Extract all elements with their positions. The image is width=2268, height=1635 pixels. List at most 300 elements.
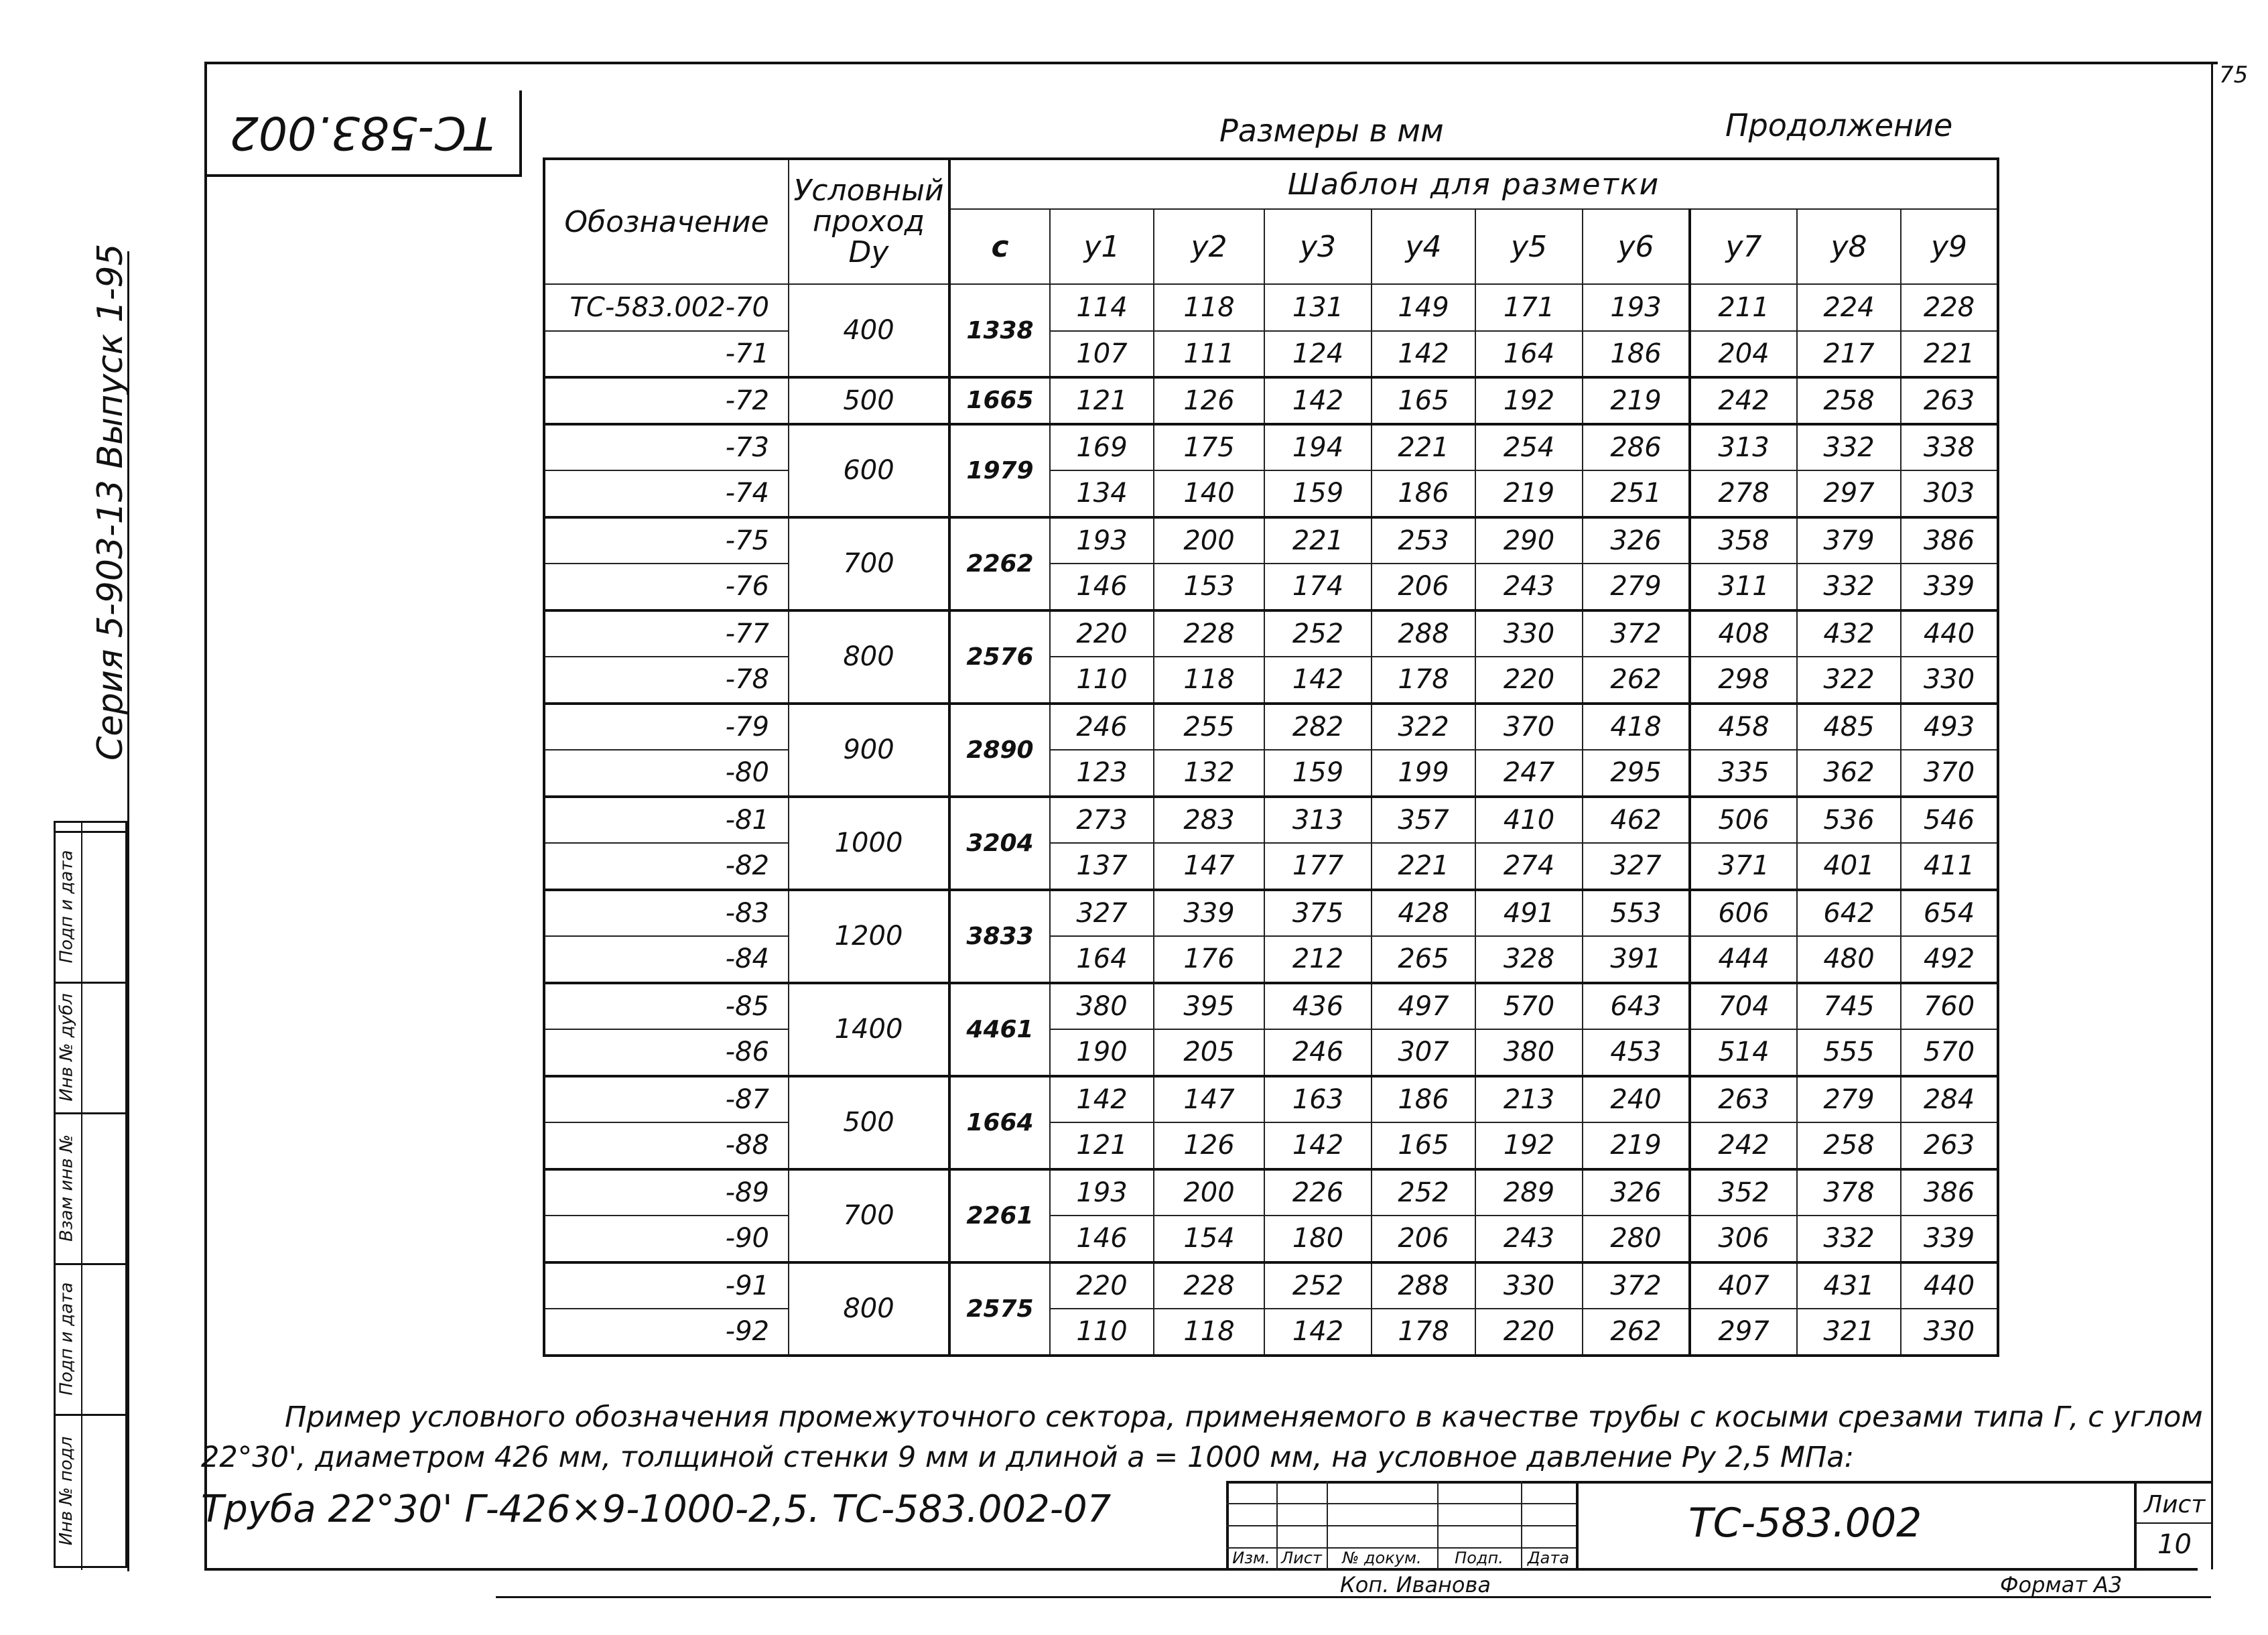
y5-cell: 213 xyxy=(1475,1076,1583,1123)
y9-cell: 339 xyxy=(1901,564,1998,610)
title-grid-hline xyxy=(1226,1503,1576,1504)
y9-cell: 263 xyxy=(1901,377,1998,424)
c-cell: 2262 xyxy=(949,517,1050,610)
y4-cell: 428 xyxy=(1372,890,1475,937)
y4-cell: 178 xyxy=(1372,657,1475,704)
y3-cell: 282 xyxy=(1264,704,1372,750)
y8-cell: 745 xyxy=(1797,983,1901,1030)
y1-cell: 121 xyxy=(1050,1122,1154,1169)
y1-cell: 169 xyxy=(1050,424,1154,471)
marking-template-table xyxy=(543,157,1999,1357)
y6-cell: 262 xyxy=(1583,1309,1690,1356)
y2-cell: 255 xyxy=(1154,704,1264,750)
y5-cell: 290 xyxy=(1475,517,1583,564)
note-line-1: Пример условного обозначения промежуточного сектора, применяемого в качестве трубы с косыми срезами типа Г, с углом xyxy=(285,1400,2203,1434)
y6-cell: 186 xyxy=(1583,331,1690,378)
y1-cell: 137 xyxy=(1050,843,1154,890)
y8-cell: 258 xyxy=(1797,1122,1901,1169)
sheet-box-hline xyxy=(2134,1522,2211,1524)
y9-cell: 492 xyxy=(1901,936,1998,983)
y8-cell: 224 xyxy=(1797,284,1901,331)
y4-cell: 288 xyxy=(1372,1262,1475,1309)
c-cell: 3204 xyxy=(949,797,1050,890)
y7-cell: 704 xyxy=(1690,983,1797,1030)
table-row xyxy=(544,377,1998,424)
y6-cell: 295 xyxy=(1583,750,1690,797)
y3-cell: 246 xyxy=(1264,1029,1372,1076)
y4-cell: 221 xyxy=(1372,843,1475,890)
table-row xyxy=(544,797,1998,844)
y9-cell: 493 xyxy=(1901,704,1998,750)
y5-cell: 330 xyxy=(1475,610,1583,657)
y7-cell: 242 xyxy=(1690,377,1797,424)
col-y4-header: y4 xyxy=(1372,209,1475,284)
col-dy-header xyxy=(789,159,949,284)
y3-cell: 252 xyxy=(1264,1262,1372,1309)
designation-cell: ТС-583.002-70 xyxy=(544,284,789,331)
designation-cell: -75 xyxy=(544,517,789,564)
y2-cell: 176 xyxy=(1154,936,1264,983)
y9-cell: 370 xyxy=(1901,750,1998,797)
table-row xyxy=(544,750,1998,797)
y2-cell: 147 xyxy=(1154,1076,1264,1123)
table-row xyxy=(544,1309,1998,1356)
table-row xyxy=(544,983,1998,1030)
y6-cell: 326 xyxy=(1583,1169,1690,1216)
example-designation: Труба 22°30' Г-426×9-1000-2,5. ТС-583.002-07 xyxy=(201,1488,1112,1531)
title-block-divider xyxy=(1576,1481,1579,1569)
y4-cell: 178 xyxy=(1372,1309,1475,1356)
table-row xyxy=(544,843,1998,890)
y1-cell: 110 xyxy=(1050,657,1154,704)
y3-cell: 313 xyxy=(1264,797,1372,844)
designation-cell: -83 xyxy=(544,890,789,937)
y8-cell: 555 xyxy=(1797,1029,1901,1076)
designation-cell: -86 xyxy=(544,1029,789,1076)
y2-cell: 132 xyxy=(1154,750,1264,797)
y2-cell: 126 xyxy=(1154,1122,1264,1169)
y8-cell: 279 xyxy=(1797,1076,1901,1123)
col-y2-header: y2 xyxy=(1154,209,1264,284)
table-row xyxy=(544,1169,1998,1216)
y5-cell: 289 xyxy=(1475,1169,1583,1216)
y2-cell: 118 xyxy=(1154,657,1264,704)
dimensions-label: Размеры в мм xyxy=(1219,113,1444,149)
side-stamp-label: Подп и дата xyxy=(56,850,76,963)
y9-cell: 440 xyxy=(1901,1262,1998,1309)
y9-cell: 570 xyxy=(1901,1029,1998,1076)
y1-cell: 273 xyxy=(1050,797,1154,844)
y6-cell: 418 xyxy=(1583,704,1690,750)
y6-cell: 219 xyxy=(1583,1122,1690,1169)
y8-cell: 321 xyxy=(1797,1309,1901,1356)
y5-cell: 220 xyxy=(1475,1309,1583,1356)
y5-cell: 192 xyxy=(1475,377,1583,424)
designation-cell: -79 xyxy=(544,704,789,750)
y2-cell: 153 xyxy=(1154,564,1264,610)
y1-cell: 121 xyxy=(1050,377,1154,424)
left-frame-line xyxy=(204,62,207,1569)
y9-cell: 654 xyxy=(1901,890,1998,937)
table-row xyxy=(544,704,1998,750)
y6-cell: 462 xyxy=(1583,797,1690,844)
designation-cell: -84 xyxy=(544,936,789,983)
y4-cell: 322 xyxy=(1372,704,1475,750)
y3-cell: 174 xyxy=(1264,564,1372,610)
designation-cell: -88 xyxy=(544,1122,789,1169)
copied-by-label: Коп. Иванова xyxy=(1340,1572,1491,1597)
y8-cell: 332 xyxy=(1797,1216,1901,1262)
y7-cell: 352 xyxy=(1690,1169,1797,1216)
table-row xyxy=(544,1029,1998,1076)
c-cell: 2575 xyxy=(949,1262,1050,1356)
y5-cell: 410 xyxy=(1475,797,1583,844)
y4-cell: 252 xyxy=(1372,1169,1475,1216)
y2-cell: 200 xyxy=(1154,1169,1264,1216)
y7-cell: 242 xyxy=(1690,1122,1797,1169)
y4-cell: 307 xyxy=(1372,1029,1475,1076)
y5-cell: 243 xyxy=(1475,564,1583,610)
y6-cell: 372 xyxy=(1583,1262,1690,1309)
col-y6-header: y6 xyxy=(1583,209,1690,284)
y2-cell: 154 xyxy=(1154,1216,1264,1262)
y3-cell: 124 xyxy=(1264,331,1372,378)
y7-cell: 311 xyxy=(1690,564,1797,610)
y9-cell: 263 xyxy=(1901,1122,1998,1169)
y3-cell: 142 xyxy=(1264,1309,1372,1356)
side-stamp-label: Подп и дата xyxy=(56,1282,76,1395)
template-group-header: Шаблон для разметки xyxy=(949,159,1998,209)
y3-cell: 177 xyxy=(1264,843,1372,890)
y1-cell: 146 xyxy=(1050,1216,1154,1262)
dy-cell: 1200 xyxy=(789,890,949,983)
y8-cell: 332 xyxy=(1797,424,1901,471)
format-label: Формат А3 xyxy=(2000,1572,2123,1597)
y8-cell: 431 xyxy=(1797,1262,1901,1309)
y3-cell: 252 xyxy=(1264,610,1372,657)
y7-cell: 298 xyxy=(1690,657,1797,704)
y7-cell: 313 xyxy=(1690,424,1797,471)
side-stamp-inner-line xyxy=(81,823,82,1570)
col-designation-header: Обозначение xyxy=(544,159,789,284)
y1-cell: 327 xyxy=(1050,890,1154,937)
y5-cell: 328 xyxy=(1475,936,1583,983)
col-c-header: c xyxy=(949,209,1050,284)
c-cell: 2890 xyxy=(949,704,1050,797)
y6-cell: 327 xyxy=(1583,843,1690,890)
y3-cell: 212 xyxy=(1264,936,1372,983)
y8-cell: 332 xyxy=(1797,564,1901,610)
col-y3-header: y3 xyxy=(1264,209,1372,284)
table-row xyxy=(544,936,1998,983)
y7-cell: 606 xyxy=(1690,890,1797,937)
y8-cell: 401 xyxy=(1797,843,1901,890)
y2-cell: 228 xyxy=(1154,1262,1264,1309)
y2-cell: 118 xyxy=(1154,284,1264,331)
c-cell: 2261 xyxy=(949,1169,1050,1262)
c-cell: 4461 xyxy=(949,983,1050,1076)
y5-cell: 192 xyxy=(1475,1122,1583,1169)
y2-cell: 200 xyxy=(1154,517,1264,564)
right-frame-line xyxy=(2211,62,2213,1569)
y8-cell: 322 xyxy=(1797,657,1901,704)
table-row xyxy=(544,657,1998,704)
y9-cell: 284 xyxy=(1901,1076,1998,1123)
title-block-label: Изм. xyxy=(1232,1549,1270,1567)
c-cell: 1664 xyxy=(949,1076,1050,1169)
y6-cell: 643 xyxy=(1583,983,1690,1030)
col-y5-header: y5 xyxy=(1475,209,1583,284)
c-cell: 1338 xyxy=(949,284,1050,377)
y9-cell: 228 xyxy=(1901,284,1998,331)
y1-cell: 193 xyxy=(1050,517,1154,564)
y9-cell: 386 xyxy=(1901,1169,1998,1216)
table-row xyxy=(544,331,1998,378)
y1-cell: 142 xyxy=(1050,1076,1154,1123)
table-row xyxy=(544,424,1998,471)
table-row xyxy=(544,284,1998,331)
table-row xyxy=(544,1122,1998,1169)
y9-cell: 330 xyxy=(1901,657,1998,704)
table-row xyxy=(544,610,1998,657)
y6-cell: 262 xyxy=(1583,657,1690,704)
y3-cell: 142 xyxy=(1264,657,1372,704)
y3-cell: 163 xyxy=(1264,1076,1372,1123)
dy-cell: 700 xyxy=(789,1169,949,1262)
dy-cell: 900 xyxy=(789,704,949,797)
designation-cell: -85 xyxy=(544,983,789,1030)
y2-cell: 283 xyxy=(1154,797,1264,844)
col-y8-header: y8 xyxy=(1797,209,1901,284)
y3-cell: 436 xyxy=(1264,983,1372,1030)
y4-cell: 221 xyxy=(1372,424,1475,471)
y1-cell: 134 xyxy=(1050,470,1154,517)
y5-cell: 219 xyxy=(1475,470,1583,517)
y1-cell: 114 xyxy=(1050,284,1154,331)
c-cell: 1665 xyxy=(949,377,1050,424)
y2-cell: 140 xyxy=(1154,470,1264,517)
y6-cell: 553 xyxy=(1583,890,1690,937)
y3-cell: 226 xyxy=(1264,1169,1372,1216)
y9-cell: 760 xyxy=(1901,983,1998,1030)
y4-cell: 206 xyxy=(1372,1216,1475,1262)
title-block-label: Подп. xyxy=(1455,1549,1504,1567)
y6-cell: 391 xyxy=(1583,936,1690,983)
y9-cell: 330 xyxy=(1901,1309,1998,1356)
y6-cell: 372 xyxy=(1583,610,1690,657)
table-row xyxy=(544,517,1998,564)
y2-cell: 339 xyxy=(1154,890,1264,937)
side-stamp-label: Инв № дубл xyxy=(56,992,76,1102)
designation-cell: -74 xyxy=(544,470,789,517)
y1-cell: 107 xyxy=(1050,331,1154,378)
designation-cell: -82 xyxy=(544,843,789,890)
y3-cell: 131 xyxy=(1264,284,1372,331)
side-stamp-label: Инв № подл xyxy=(56,1436,76,1546)
y9-cell: 440 xyxy=(1901,610,1998,657)
dy-cell: 500 xyxy=(789,377,949,424)
continuation-label: Продолжение xyxy=(1725,107,1953,143)
y1-cell: 190 xyxy=(1050,1029,1154,1076)
y2-cell: 111 xyxy=(1154,331,1264,378)
designation-cell: -80 xyxy=(544,750,789,797)
dy-cell: 800 xyxy=(789,1262,949,1356)
c-cell: 2576 xyxy=(949,610,1050,704)
y7-cell: 278 xyxy=(1690,470,1797,517)
y5-cell: 380 xyxy=(1475,1029,1583,1076)
y8-cell: 378 xyxy=(1797,1169,1901,1216)
table-row xyxy=(544,470,1998,517)
y8-cell: 258 xyxy=(1797,377,1901,424)
top-frame-line xyxy=(204,62,2218,64)
page-number: 75 xyxy=(2219,62,2249,88)
designation-cell: -76 xyxy=(544,564,789,610)
y7-cell: 444 xyxy=(1690,936,1797,983)
y1-cell: 123 xyxy=(1050,750,1154,797)
y7-cell: 407 xyxy=(1690,1262,1797,1309)
y8-cell: 432 xyxy=(1797,610,1901,657)
y6-cell: 240 xyxy=(1583,1076,1690,1123)
y1-cell: 246 xyxy=(1050,704,1154,750)
y5-cell: 274 xyxy=(1475,843,1583,890)
y4-cell: 165 xyxy=(1372,377,1475,424)
side-stamp-label: Взам инв № xyxy=(56,1134,76,1242)
y6-cell: 251 xyxy=(1583,470,1690,517)
y7-cell: 204 xyxy=(1690,331,1797,378)
y5-cell: 330 xyxy=(1475,1262,1583,1309)
y8-cell: 536 xyxy=(1797,797,1901,844)
designation-cell: -73 xyxy=(544,424,789,471)
series-vertical-label: Серия 5-903-13 Выпуск 1-95 xyxy=(90,243,131,761)
y7-cell: 506 xyxy=(1690,797,1797,844)
y7-cell: 263 xyxy=(1690,1076,1797,1123)
y4-cell: 199 xyxy=(1372,750,1475,797)
y8-cell: 297 xyxy=(1797,470,1901,517)
y6-cell: 279 xyxy=(1583,564,1690,610)
c-cell: 1979 xyxy=(949,424,1050,517)
y6-cell: 326 xyxy=(1583,517,1690,564)
y8-cell: 485 xyxy=(1797,704,1901,750)
title-doc-code: ТС-583.002 xyxy=(1688,1500,1922,1547)
y8-cell: 480 xyxy=(1797,936,1901,983)
y5-cell: 164 xyxy=(1475,331,1583,378)
y6-cell: 453 xyxy=(1583,1029,1690,1076)
designation-cell: -81 xyxy=(544,797,789,844)
designation-cell: -78 xyxy=(544,657,789,704)
table-row xyxy=(544,564,1998,610)
c-cell: 3833 xyxy=(949,890,1050,983)
y7-cell: 371 xyxy=(1690,843,1797,890)
title-block-label: № докум. xyxy=(1342,1549,1422,1567)
dy-cell: 1400 xyxy=(789,983,949,1076)
y7-cell: 514 xyxy=(1690,1029,1797,1076)
dy-cell: 500 xyxy=(789,1076,949,1169)
y3-cell: 142 xyxy=(1264,377,1372,424)
y7-cell: 211 xyxy=(1690,284,1797,331)
y4-cell: 253 xyxy=(1372,517,1475,564)
sheet-box-divider xyxy=(2134,1481,2137,1569)
table-row xyxy=(544,890,1998,937)
note-line-2: 22°30', диаметром 426 мм, толщиной стенки 9 мм и длиной a = 1000 мм, на условное давление Py 2,5 МПа: xyxy=(201,1441,1855,1474)
title-grid-hline xyxy=(1226,1525,1576,1526)
y4-cell: 357 xyxy=(1372,797,1475,844)
y8-cell: 217 xyxy=(1797,331,1901,378)
y4-cell: 206 xyxy=(1372,564,1475,610)
y2-cell: 205 xyxy=(1154,1029,1264,1076)
dy-cell: 800 xyxy=(789,610,949,704)
y4-cell: 186 xyxy=(1372,1076,1475,1123)
y9-cell: 339 xyxy=(1901,1216,1998,1262)
y1-cell: 164 xyxy=(1050,936,1154,983)
y6-cell: 280 xyxy=(1583,1216,1690,1262)
designation-cell: -90 xyxy=(544,1216,789,1262)
y3-cell: 159 xyxy=(1264,750,1372,797)
dy-cell: 600 xyxy=(789,424,949,517)
y4-cell: 142 xyxy=(1372,331,1475,378)
y1-cell: 146 xyxy=(1050,564,1154,610)
y5-cell: 254 xyxy=(1475,424,1583,471)
sheet-label: Лист xyxy=(2144,1491,2206,1518)
y9-cell: 546 xyxy=(1901,797,1998,844)
y3-cell: 142 xyxy=(1264,1122,1372,1169)
y1-cell: 220 xyxy=(1050,1262,1154,1309)
y3-cell: 375 xyxy=(1264,890,1372,937)
y3-cell: 194 xyxy=(1264,424,1372,471)
table-row xyxy=(544,1262,1998,1309)
y7-cell: 306 xyxy=(1690,1216,1797,1262)
col-y1-header: y1 xyxy=(1050,209,1154,284)
y6-cell: 193 xyxy=(1583,284,1690,331)
title-block-label: Дата xyxy=(1527,1549,1570,1567)
designation-cell: -92 xyxy=(544,1309,789,1356)
y6-cell: 219 xyxy=(1583,377,1690,424)
y9-cell: 221 xyxy=(1901,331,1998,378)
y9-cell: 411 xyxy=(1901,843,1998,890)
designation-cell: -89 xyxy=(544,1169,789,1216)
col-y9-header: y9 xyxy=(1901,209,1998,284)
y4-cell: 265 xyxy=(1372,936,1475,983)
y3-cell: 180 xyxy=(1264,1216,1372,1262)
dy-cell: 1000 xyxy=(789,797,949,890)
y6-cell: 286 xyxy=(1583,424,1690,471)
y7-cell: 335 xyxy=(1690,750,1797,797)
y2-cell: 147 xyxy=(1154,843,1264,890)
y4-cell: 186 xyxy=(1372,470,1475,517)
y2-cell: 118 xyxy=(1154,1309,1264,1356)
dy-cell: 700 xyxy=(789,517,949,610)
y1-cell: 220 xyxy=(1050,610,1154,657)
y5-cell: 491 xyxy=(1475,890,1583,937)
designation-cell: -87 xyxy=(544,1076,789,1123)
dy-cell: 400 xyxy=(789,284,949,377)
y4-cell: 497 xyxy=(1372,983,1475,1030)
y4-cell: 149 xyxy=(1372,284,1475,331)
col-dy-header-text: Условный проход Dy xyxy=(793,174,944,269)
y8-cell: 642 xyxy=(1797,890,1901,937)
designation-cell: -72 xyxy=(544,377,789,424)
y2-cell: 395 xyxy=(1154,983,1264,1030)
y4-cell: 165 xyxy=(1372,1122,1475,1169)
y9-cell: 338 xyxy=(1901,424,1998,471)
doc-code-box xyxy=(204,90,522,177)
designation-cell: -71 xyxy=(544,331,789,378)
y2-cell: 228 xyxy=(1154,610,1264,657)
y8-cell: 379 xyxy=(1797,517,1901,564)
y5-cell: 220 xyxy=(1475,657,1583,704)
table-row xyxy=(544,1076,1998,1123)
y7-cell: 297 xyxy=(1690,1309,1797,1356)
y3-cell: 221 xyxy=(1264,517,1372,564)
